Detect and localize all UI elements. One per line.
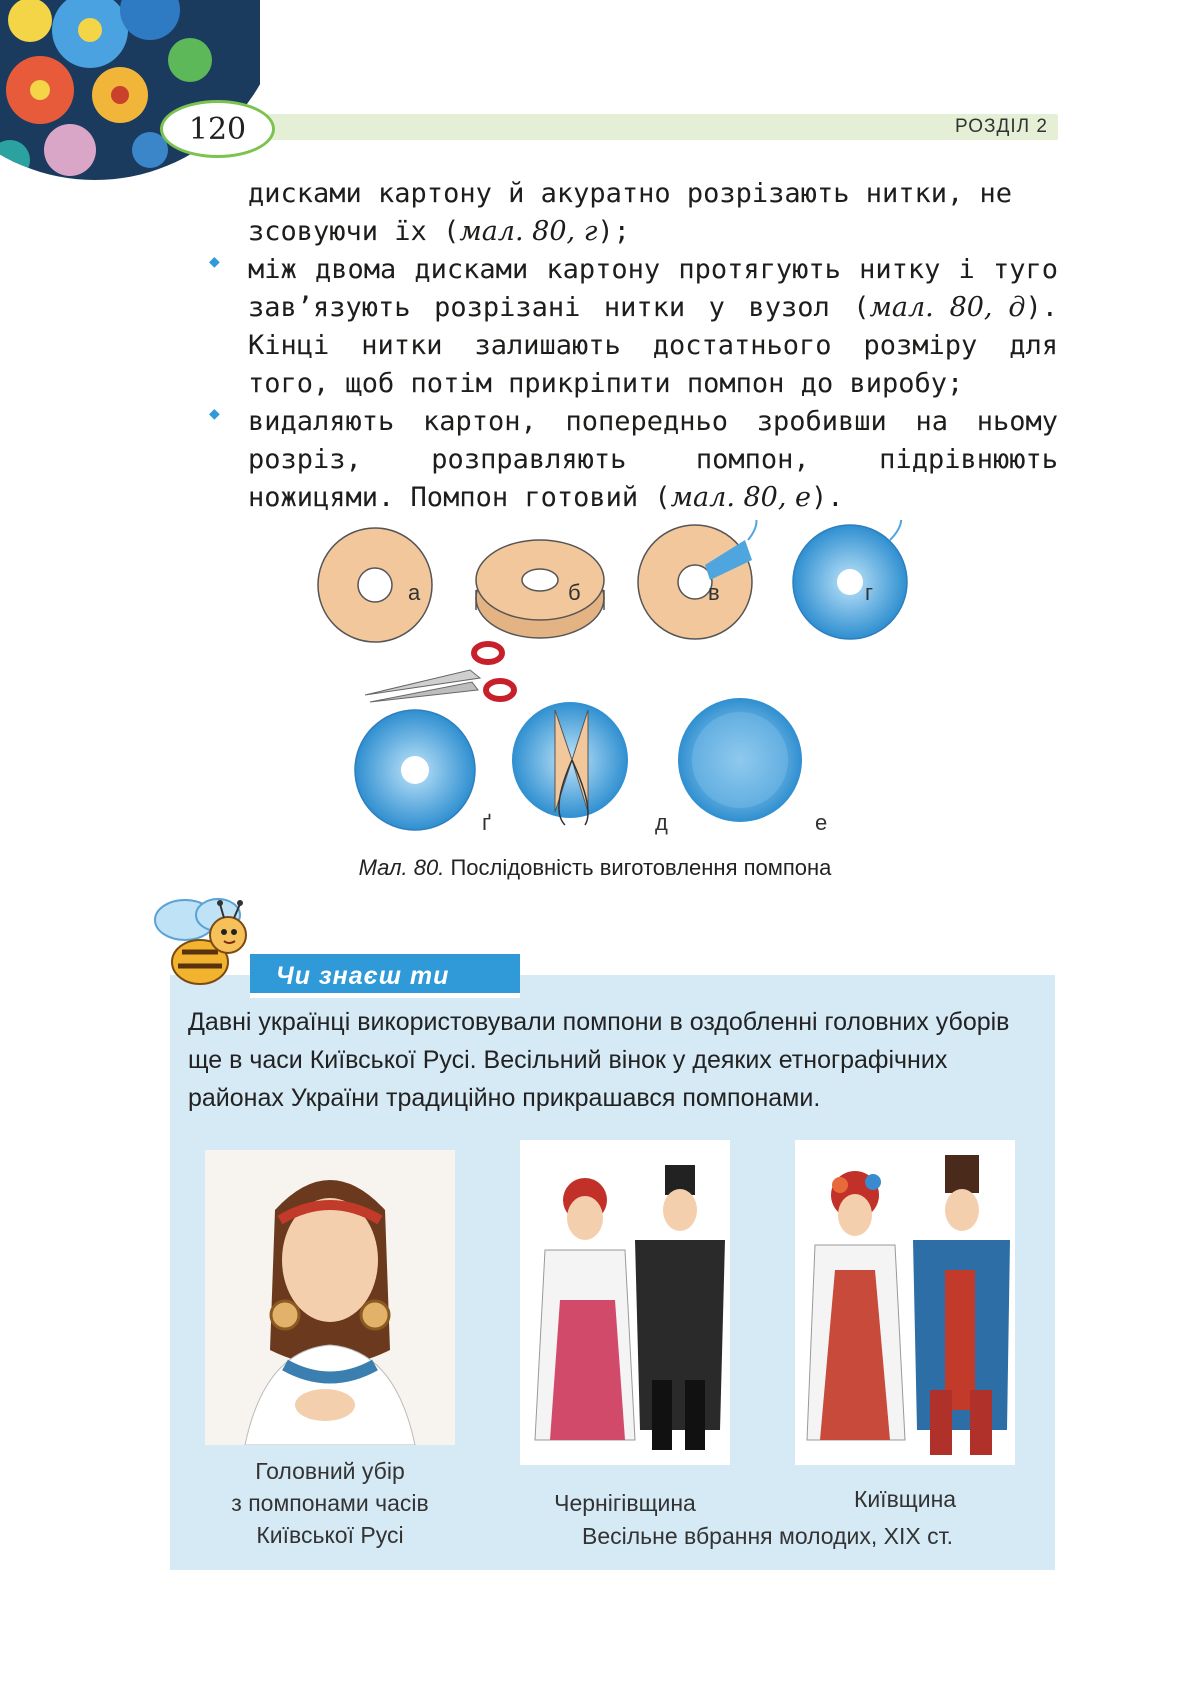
figure-caption-text: Послідовність виготовлення помпона — [450, 855, 832, 880]
figure-letter-g: ґ — [482, 810, 492, 835]
did-you-know-text: Давні українці використовували помпони в оздобленні головних уборів ще в часи Київської Русі. Весільний вінок у деяких етнографічних районах України традиційно прикрашався помпонами. — [188, 1008, 1010, 1112]
wound-disk-cut-g — [355, 710, 475, 830]
figure-letter-e: д — [655, 810, 668, 835]
finished-pompom-f — [678, 698, 802, 822]
page-number: 120 — [160, 100, 275, 158]
cardboard-disk-pair-b — [476, 540, 604, 638]
photo-chernihiv-wedding — [520, 1140, 730, 1465]
figure-letter-c: в — [708, 580, 720, 605]
bullet-icon: ◆ — [209, 253, 220, 269]
bullet-icon: ◆ — [209, 405, 220, 421]
photo-kyiv-wedding — [795, 1140, 1015, 1465]
figure-letter-a: а — [408, 580, 421, 605]
figure-reference: мал. 80, е — [670, 482, 811, 513]
figure-reference: мал. 80, д — [869, 292, 1026, 323]
pompom-figure — [310, 520, 950, 845]
paragraph-continuation — [248, 175, 1058, 251]
figure-letter-d: г — [865, 580, 874, 605]
cardboard-disk-winding-c — [638, 520, 756, 639]
figure-caption-label: Мал. 80. — [358, 855, 445, 880]
paragraph-line: дисками картону й акуратно розрізають нитки, не — [248, 178, 1013, 209]
caption-chernihiv: Чернігівщина — [554, 1490, 696, 1516]
caption-kyiv: Київщина — [853, 1486, 957, 1512]
figure-reference: мал. 80, г — [459, 216, 598, 247]
did-you-know-title: Чи знаєш ти — [250, 954, 520, 998]
pompom-tie-e — [512, 702, 628, 825]
wound-disk-d — [793, 520, 907, 639]
figure-letter-f: е — [815, 810, 828, 835]
paragraph-line: зсовуючи їх (мал. 80, г); — [248, 216, 630, 247]
section-label: РОЗДІЛ 2 — [955, 116, 1048, 137]
caption-headdress: Головний убір з помпонами часів Київської Русі — [231, 1458, 429, 1548]
paragraph-step-tie: між двома дисками картону протягують нитку і туго зав’язують розрізані нитки у вузол (мал. 80, д). Кінці нитки залишають достатнього розміру для того, щоб потім прикріпити помпон до виробу; — [248, 254, 1058, 399]
figure-letter-b: б — [568, 580, 581, 605]
photo-kyivan-rus-headdress — [205, 1150, 455, 1445]
figure-caption — [0, 855, 1190, 881]
caption-wedding-attire: Весільне вбрання молодих, XIX ст. — [582, 1523, 953, 1549]
scissors-icon — [365, 644, 514, 702]
paragraph-step-remove: видаляють картон, попередньо зробивши на ньому розріз, розправляють помпон, підрівнюють ножицями. Помпон готовий (мал. 80, е). — [248, 406, 1058, 513]
header-bar — [258, 114, 1058, 140]
